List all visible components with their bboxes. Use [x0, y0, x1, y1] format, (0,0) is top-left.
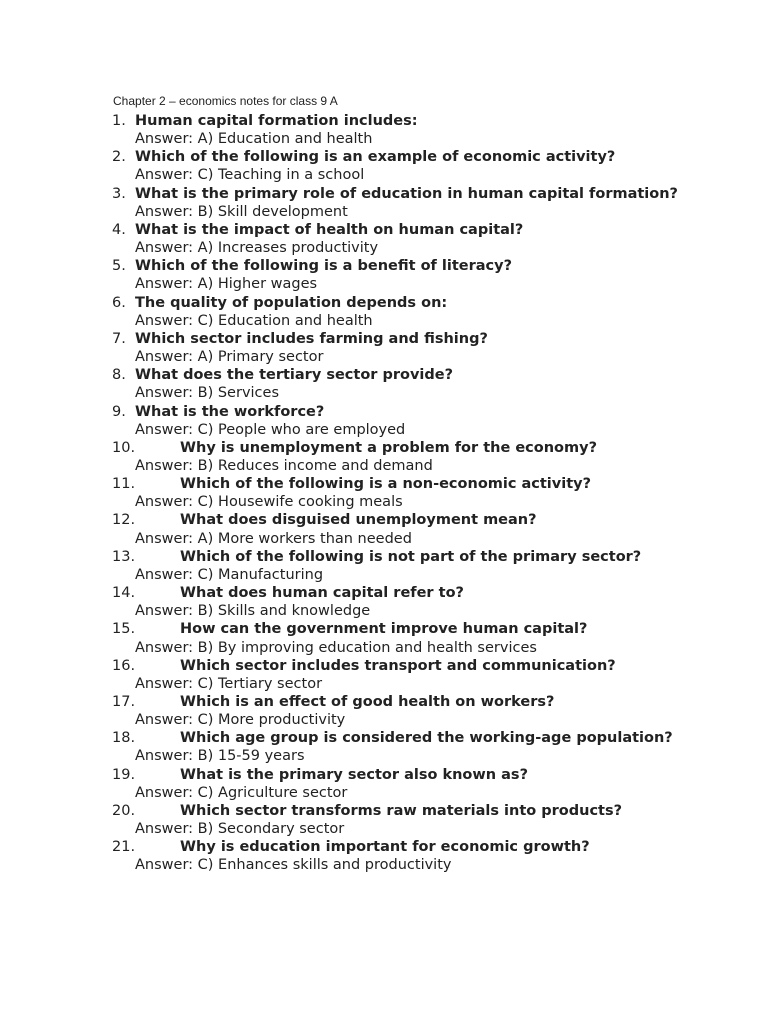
answer-text: Answer: C) Manufacturing: [135, 566, 324, 583]
question-number: 14.: [112, 585, 136, 602]
list-item: [112, 766, 712, 802]
question-number: 9.: [112, 403, 126, 420]
answer-text: Answer: C) Education and health: [135, 312, 373, 329]
list-item: [112, 838, 712, 874]
list-item: [112, 403, 712, 439]
list-item: [112, 693, 712, 729]
question-number: 19.: [112, 766, 136, 783]
answer-text: Answer: B) Skill development: [135, 203, 348, 220]
answer-text: Answer: A) Higher wages: [135, 276, 318, 293]
question-number: 18.: [112, 730, 136, 747]
question-text: The quality of population depends on:: [135, 294, 448, 311]
question-text: How can the government improve human capital?: [180, 621, 588, 638]
list-item: [112, 148, 712, 184]
answer-text: Answer: C) Agriculture sector: [135, 784, 348, 801]
question-number: 11.: [112, 476, 136, 493]
list-item: [112, 112, 712, 148]
list-item: [112, 511, 712, 547]
question-text: What is the primary sector also known as?: [180, 766, 528, 783]
question-text: Which of the following is a benefit of literacy?: [135, 258, 512, 275]
list-item: [112, 584, 712, 620]
answer-text: Answer: B) By improving education and health services: [135, 639, 537, 656]
list-item: [112, 257, 712, 293]
question-number: 7.: [112, 330, 126, 347]
question-number: 21.: [112, 839, 136, 856]
answer-text: Answer: B) Services: [135, 385, 280, 402]
answer-text: Answer: B) Skills and knowledge: [135, 603, 371, 620]
answer-text: Answer: C) Enhances skills and productivity: [135, 857, 452, 874]
list-item: [112, 294, 712, 330]
question-text: Which sector includes transport and communication?: [180, 657, 616, 674]
question-number: 2.: [112, 149, 126, 166]
question-text: Which sector transforms raw materials into products?: [180, 802, 623, 819]
question-text: What is the workforce?: [135, 403, 325, 420]
document-title: Chapter 2 – economics notes for class 9 A: [113, 94, 338, 108]
question-text: Why is education important for economic growth?: [180, 839, 590, 856]
question-number: 3.: [112, 185, 126, 202]
question-text: Human capital formation includes:: [135, 113, 418, 129]
answer-text: Answer: C) Housewife cooking meals: [135, 494, 403, 511]
question-text: Which of the following is a non-economic activity?: [180, 476, 591, 493]
answer-text: Answer: C) More productivity: [135, 712, 346, 729]
question-answer-list: [112, 112, 712, 875]
question-text: What is the primary role of education in human capital formation?: [135, 185, 678, 202]
question-number: 12.: [112, 512, 136, 529]
question-text: Which of the following is an example of economic activity?: [135, 149, 616, 166]
list-item: [112, 366, 712, 402]
list-item: [112, 548, 712, 584]
question-text: What does human capital refer to?: [180, 585, 464, 602]
question-text: What does the tertiary sector provide?: [135, 367, 454, 384]
question-number: 13.: [112, 548, 136, 565]
answer-text: Answer: B) Reduces income and demand: [135, 457, 433, 474]
question-number: 16.: [112, 657, 136, 674]
list-item: [112, 802, 712, 838]
answer-text: Answer: B) Secondary sector: [135, 821, 345, 838]
answer-text: Answer: A) Education and health: [135, 131, 373, 148]
question-text: What does disguised unemployment mean?: [180, 512, 537, 529]
question-number: 10.: [112, 439, 136, 456]
question-number: 17.: [112, 694, 136, 710]
list-item: [112, 439, 712, 475]
question-number: 20.: [112, 802, 136, 819]
answer-text: Answer: C) People who are employed: [135, 421, 406, 438]
question-text: What is the impact of health on human capital?: [135, 221, 524, 238]
list-item: [112, 330, 712, 366]
list-item: [112, 185, 712, 221]
question-number: 5.: [112, 258, 126, 275]
answer-text: Answer: C) Teaching in a school: [135, 167, 365, 184]
question-number: 8.: [112, 367, 126, 384]
question-text: Which of the following is not part of the primary sector?: [180, 548, 642, 565]
answer-text: Answer: A) More workers than needed: [135, 530, 412, 547]
question-number: 1.: [112, 113, 126, 129]
question-text: Which sector includes farming and fishing?: [135, 330, 488, 347]
list-item: [112, 221, 712, 257]
question-number: 4.: [112, 221, 126, 238]
answer-text: Answer: A) Primary sector: [135, 349, 324, 366]
list-item: [112, 475, 712, 511]
question-text: Which is an effect of good health on workers?: [180, 694, 555, 710]
question-number: 6.: [112, 294, 126, 311]
question-number: 15.: [112, 621, 136, 638]
answer-text: Answer: C) Tertiary sector: [135, 675, 323, 692]
answer-text: Answer: A) Increases productivity: [135, 240, 379, 257]
question-text: Which age group is considered the working-age population?: [180, 730, 673, 747]
list-item: [112, 657, 712, 693]
answer-text: Answer: B) 15-59 years: [135, 748, 305, 765]
list-item: [112, 729, 712, 765]
list-item: [112, 620, 712, 656]
question-text: Why is unemployment a problem for the economy?: [180, 439, 597, 456]
